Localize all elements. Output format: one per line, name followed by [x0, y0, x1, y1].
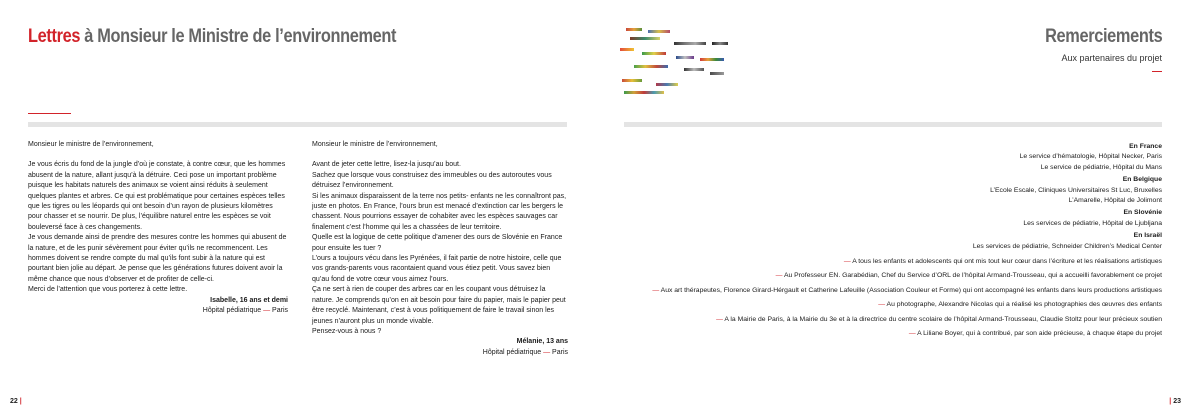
ack-text: Aux art thérapeutes, Florence Girard-Hérgault et Catherine Lafeuille (Association Couleur et Forme) qui ont accompagné les enfants dans leurs productions artistiques — [660, 286, 1162, 294]
letter-1-paragraph: Merci de l’attention que vous porterez à cette lettre. — [28, 286, 188, 294]
ack-text: A la Mairie de Paris, à la Mairie du 3e et à la directrice du centre scolaire de l’hôpital Armand-Trousseau, Claudie Stoltz pour leur précieux soutien — [724, 315, 1162, 323]
country-group-israel — [602, 231, 1162, 252]
strip — [712, 42, 728, 45]
strip — [626, 28, 642, 31]
page-number: 22 — [10, 398, 18, 405]
signature-name: Isabelle, 16 ans et demi — [210, 296, 288, 304]
ack-item — [602, 315, 1162, 325]
signature-place: Hôpital pédiatrique — [202, 307, 262, 315]
ack-dash: — — [908, 330, 916, 338]
strip — [634, 65, 668, 68]
divider-left — [28, 122, 567, 127]
letter-2 — [312, 140, 568, 358]
country-group-slovenie — [602, 208, 1162, 229]
strip — [622, 79, 642, 82]
signature-dash: — — [263, 307, 271, 315]
ack-dash: — — [843, 258, 851, 266]
country-group-belgique — [602, 175, 1162, 206]
letter-2-salutation: Monsieur le ministre de l’environnement, — [312, 141, 438, 148]
title-underline-left — [28, 113, 71, 114]
signature-city: Paris — [272, 307, 288, 315]
signature-place-line — [312, 348, 568, 358]
page-bar: | — [1169, 398, 1172, 405]
page-number: 23 — [1173, 398, 1181, 405]
signature-name: Mélanie, 13 ans — [516, 338, 568, 346]
signature-place-line — [28, 306, 288, 316]
letter-2-paragraph: Pensez-vous à nous ? — [312, 327, 382, 335]
ack-item — [602, 257, 1162, 267]
acknowledgements-list — [602, 140, 1162, 340]
divider-right — [624, 122, 1162, 127]
strip — [656, 83, 678, 86]
page-title-right: Remerciements — [1044, 26, 1162, 47]
ack-dash: — — [775, 272, 783, 280]
letter-1-paragraph: Je vous écris du fond de la jungle d’où je constate, à contre cœur, que les hommes abusent de la nature, allant jusqu’à la détruire. Ceci pose un important problème puisque les habitats naturels des animaux se voient ainsi réduits à seulement quelques plantes et arbres. Ce qui est problématique pour certaines espèces telles que les tigres ou les léopards qui ont besoin d’un rayon de plusieurs kilomètres pour chasser et se nourrir. De plus, l’équilibre naturel entre les espèces se voit bouleversé face à ces changements. — [28, 161, 286, 231]
letter-2-paragraph: Avant de jeter cette lettre, lisez-la jusqu’au bout. — [312, 161, 461, 169]
letter-2-paragraph: Si les animaux disparaissent de la terre nos petits- enfants ne les connaîtront pas, juste en photos. En France, l’ours brun est menacé d’extinction car les bergers le chassent. Nous pourrions essayer de cohabiter avec les espèces sauvages car finalement c’est l’homme qui les a chassées de leur territoire. — [312, 192, 567, 231]
country-name: En Israël — [1133, 232, 1162, 240]
strip — [624, 91, 664, 94]
strip — [630, 37, 660, 40]
strip — [620, 48, 634, 51]
ack-item — [602, 329, 1162, 339]
country-name: En Belgique — [1122, 176, 1162, 184]
ack-text: A tous les enfants et adolescents qui ont mis tout leur cœur dans l’écriture et les réalisations artistiques — [852, 258, 1162, 266]
page-number-right — [1169, 398, 1181, 405]
strip — [648, 30, 670, 33]
artwork-strips-image — [620, 28, 740, 98]
country-line: Le service de pédiatrie, Hôpital du Mans — [1040, 163, 1162, 171]
letter-1-paragraph: Je vous demande ainsi de prendre des mesures contre les hommes qui abusent de la nature, et de les punir sévèrement pour éviter qu’ils ne recommencent. Les hommes doivent se rendre compte du mal qu’ils font subir à la nature qui est pourtant bien jolie au départ. Je pense que les générations futures doivent avoir la même chance que nous d’observer et de profiter de celle-ci. — [28, 234, 287, 283]
ack-dash: — — [652, 286, 660, 294]
letter-2-paragraph: Sachez que lorsque vous construisez des immeubles ou des autoroutes vous détruisez l’environnement. — [312, 171, 552, 190]
page-subtitle-right: Aux partenaires du projet — [1061, 53, 1162, 63]
signature-city: Paris — [552, 348, 568, 356]
country-line: Les services de pédiatrie, Schneider Children’s Medical Center — [972, 242, 1162, 250]
page-title-left — [28, 26, 396, 48]
ack-dash: — — [878, 301, 886, 309]
country-line: L’Ecole Escale, Cliniques Universitaires St Luc, Bruxelles — [990, 186, 1162, 194]
strip — [642, 52, 666, 55]
country-line: Le service d’hématologie, Hôpital Necker, Paris — [1019, 153, 1162, 161]
ack-dash: — — [716, 315, 723, 323]
ack-text: A Liliane Boyer, qui à contribué, par son aide précieuse, à chaque étape du projet — [917, 330, 1162, 338]
letter-1 — [28, 140, 288, 317]
signature-place: Hôpital pédiatrique — [482, 348, 542, 356]
letter-2-paragraph: Ça ne sert à rien de couper des arbres car en les coupant vous détruisez la nature. Je comprends qu’on en ait besoin pour faire du papier, mais le papier peut être recyclé. Maintenant, c’est à vous politiquement de faire le travail sinon les jeunes n’auront plus un monde vivable. — [312, 286, 566, 325]
ack-text: Au Professeur EN. Garabédian, Chef du Service d’ORL de l’hôpital Armand-Trousseau, qui a accueilli favorablement ce projet — [783, 272, 1162, 280]
ack-item — [602, 286, 1162, 296]
signature-dash: — — [543, 348, 551, 356]
country-line: L’Amarelle, Hôpital de Jolimont — [1068, 197, 1162, 205]
ack-item — [602, 300, 1162, 310]
letter-2-paragraph: L’ours a toujours vécu dans les Pyrénées, il fait partie de notre histoire, celle que vos grands-parents vous racontaient quand vous étiez petit. Vous savez bien qu’au fond de votre cœur vous aimez l’ours. — [312, 255, 562, 283]
letter-1-salutation: Monsieur le ministre de l’environnement, — [28, 141, 154, 148]
country-group-france — [602, 142, 1162, 173]
page-number-left — [10, 398, 22, 405]
country-name: En France — [1129, 143, 1162, 150]
page-bar: | — [19, 398, 22, 405]
strip — [676, 56, 694, 59]
strip — [700, 58, 724, 61]
country-name: En Slovénie — [1123, 209, 1162, 217]
title-highlight: Lettres — [28, 26, 81, 47]
letter-2-signature — [312, 337, 568, 358]
ack-item — [602, 271, 1162, 281]
subtitle-underline-right — [1152, 71, 1162, 72]
title-rest: à Monsieur le Ministre de l’environnement — [80, 26, 397, 47]
strip — [710, 72, 724, 75]
strip — [674, 42, 706, 45]
strip — [684, 68, 704, 71]
letter-1-signature — [28, 296, 288, 317]
letter-2-paragraph: Quelle est la logique de cette politique d’amener des ours de Slovénie en France pour ensuite les tuer ? — [312, 234, 563, 252]
ack-text: Au photographe, Alexandre Nicolas qui a réalisé les photographies des œuvres des enfants — [886, 301, 1162, 309]
country-line: Les services de pédiatrie, Hôpital de Ljubljana — [1023, 219, 1162, 227]
